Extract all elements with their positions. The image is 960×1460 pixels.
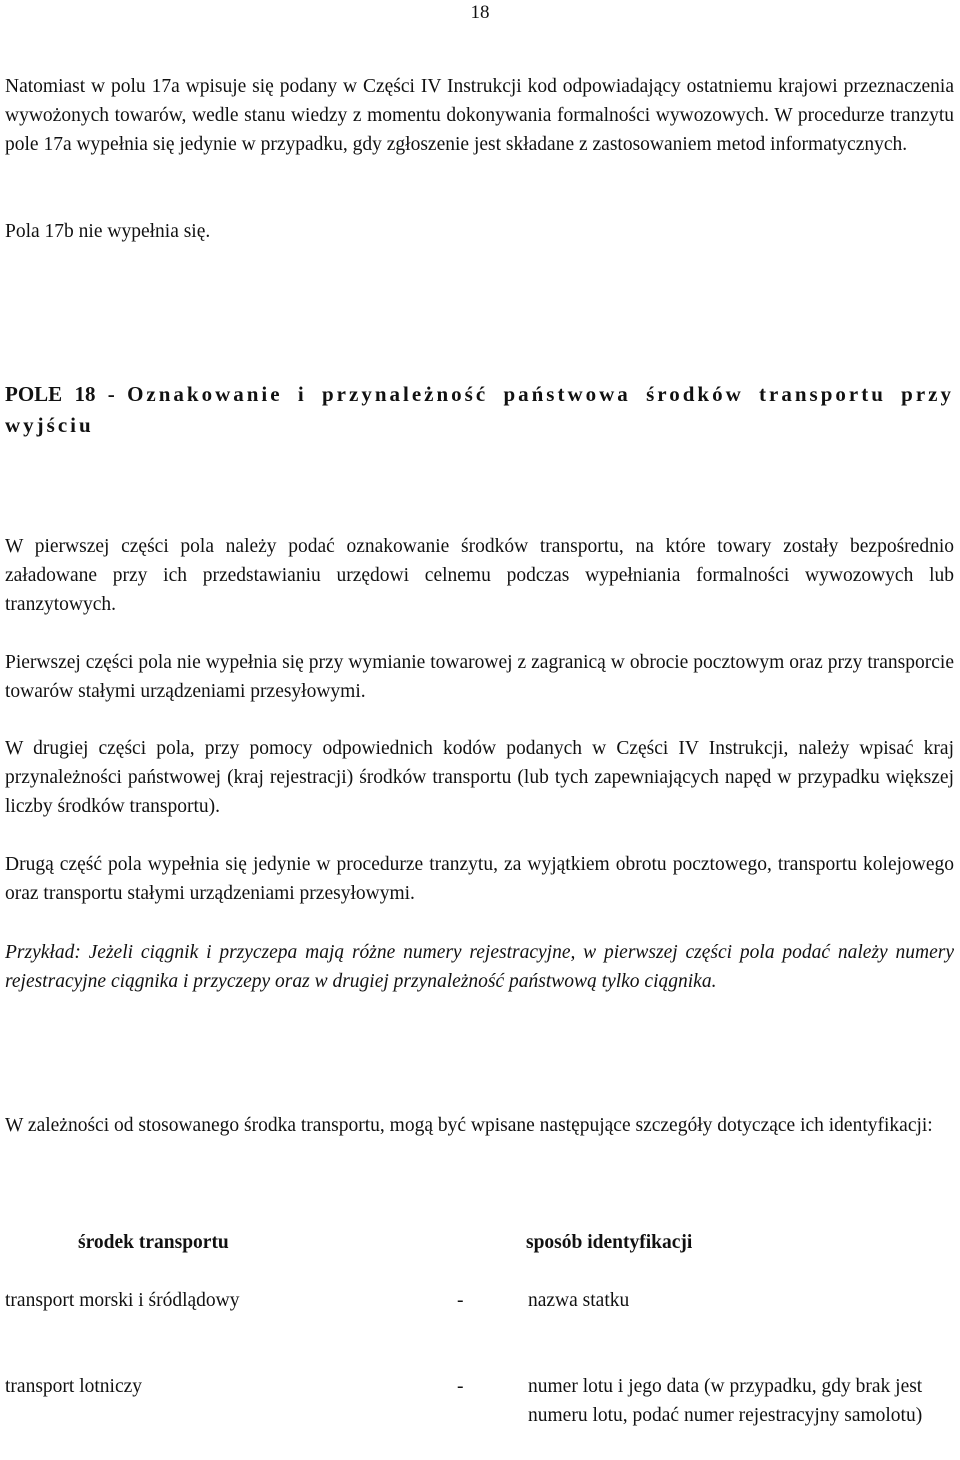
paragraph-example: Przykład: Jeżeli ciągnik i przyczepa mają różne numery rejestracyjne, w pierwszej części pola podać należy numery rejestracyjne ciągnika i przyczepy oraz w drugiej przynależność państwową tylko ciągnika. [5,942,954,992]
paragraph-second-part-scope: Drugą część pola wypełnia się jedynie w procedurze tranzytu, za wyjątkiem obrotu pocztowego, transportu kolejowego oraz transportu stałymi urządzeniami przesyłowymi. [5,854,954,904]
paragraph-second-part: W drugiej części pola, przy pomocy odpowiednich kodów podanych w Części IV Instrukcji, należy wpisać kraj przynależności państwowej (kraj rejestracji) środków transportu (lub tych zapewniających napęd w przypadku większej liczby środków transportu). [5,738,954,817]
table-header-transport-mode: środek transportu [78,1232,229,1253]
table-cell-identification: nazwa statku [528,1290,630,1311]
paragraph-identification-intro: W zależności od stosowanego środka transportu, mogą być wpisane następujące szczegóły dotyczące ich identyfikacji: [5,1115,933,1136]
table-header-identification: sposób identyfikacji [526,1232,693,1253]
paragraph-field-17b: Pola 17b nie wypełnia się. [5,221,211,242]
section-heading-title: Oznakowanie i przynależność państwowa środków transportu przy wyjściu [5,382,954,437]
section-heading-prefix: POLE 18 - [5,382,128,406]
table-cell-dash: - [457,1376,464,1397]
table-cell-dash: - [457,1290,464,1311]
section-heading [5,379,954,441]
paragraph-first-part: W pierwszej części pola należy podać oznakowanie środków transportu, na które towary zostały bezpośrednio załadowane przy ich przedstawianiu urzędowi celnemu podczas wypełniania formalności wywozowych lub tranzytowych. [5,536,954,615]
paragraph-field-17a: Natomiast w polu 17a wpisuje się podany w Części IV Instrukcji kod odpowiadający ostatniemu krajowi przeznaczenia wywożonych towarów, wedle stanu wiedzy z momentu dokonywania formalności wywozowych. W procedurze tranzytu pole 17a wypełnia się jedynie w przypadku, gdy zgłoszenie jest składane z zastosowaniem metod informatycznych. [5,76,954,155]
table-cell-mode: transport morski i śródlądowy [5,1290,240,1311]
paragraph-first-part-exception: Pierwszej części pola nie wypełnia się przy wymianie towarowej z zagranicą w obrocie pocztowym oraz przy transporcie towarów stałymi urządzeniami przesyłowymi. [5,652,954,702]
table-cell-mode: transport lotniczy [5,1376,143,1397]
page-number: 18 [470,2,490,23]
table-cell-identification: numer lotu i jego data (w przypadku, gdy brak jest numeru lotu, podać numer rejestracyjny samolotu) [528,1376,923,1426]
